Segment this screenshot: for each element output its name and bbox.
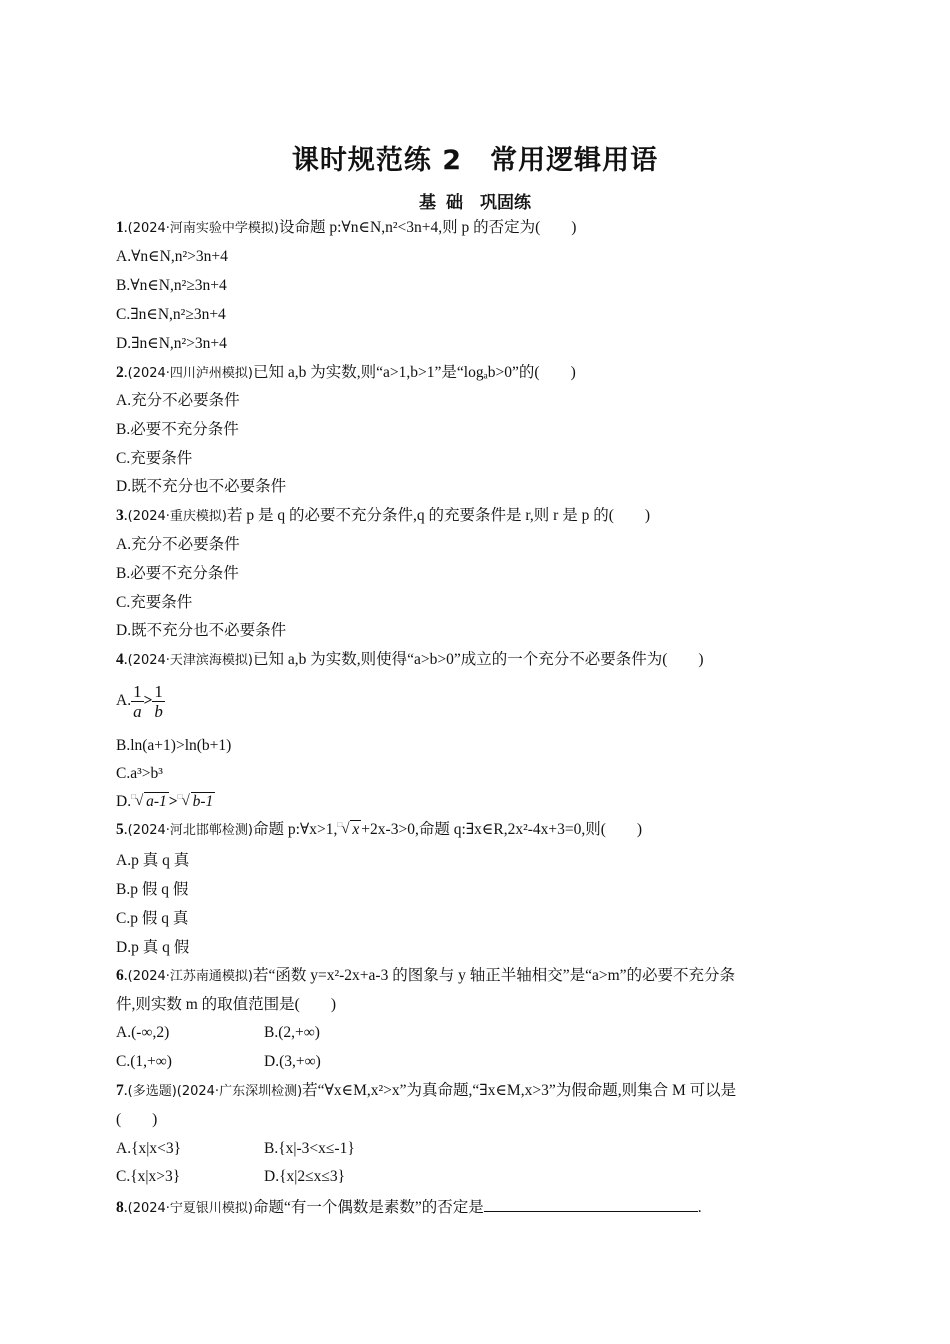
radical-index: □ <box>337 820 343 829</box>
question-source: (2024·广东深圳检测) <box>176 1084 303 1099</box>
radical-sign-icon: √ <box>341 821 350 837</box>
denominator: b <box>154 701 163 721</box>
question-number: 3 <box>116 507 124 524</box>
q2-option-b: B.必要不充分条件 <box>116 421 239 438</box>
q5-option-c: C.p 假 q 真 <box>116 910 189 927</box>
question-1-stem: 1.(2024·河南实验中学模拟)设命题 p:∀n∈N,n²<3n+4,则 p 的否定为( ) <box>116 219 577 236</box>
q1-option-b: B.∀n∈N,n²≥3n+4 <box>116 277 227 294</box>
section-heading: 基 础 巩固练 <box>419 193 531 213</box>
q3-option-a: A.充分不必要条件 <box>116 536 240 553</box>
q3-option-b: B.必要不充分条件 <box>116 565 239 582</box>
cube-root-a-minus-1 <box>131 792 169 812</box>
q1-option-d: D.∃n∈N,n²>3n+4 <box>116 335 227 352</box>
q7-option-b: B.{x|-3<x≤-1} <box>264 1140 355 1157</box>
q5-option-a: A.p 真 q 真 <box>116 852 190 869</box>
question-text-part-1: 命题 p:∀x>1, <box>253 821 338 838</box>
question-source: (2024·天津滨海模拟) <box>127 653 253 668</box>
question-number: 8 <box>116 1199 124 1216</box>
question-3-stem: 3.(2024·重庆模拟)若 p 是 q 的必要不充分条件,q 的充要条件是 r,则 r 是 p 的( ) <box>116 507 651 524</box>
numerator: 1 <box>133 681 142 701</box>
question-7-stem-continued: ( ) <box>116 1111 158 1128</box>
radical-sign-icon: √ <box>135 793 144 809</box>
q1-option-c: C.∃n∈N,n²≥3n+4 <box>116 306 226 323</box>
answer-blank[interactable] <box>484 1196 698 1212</box>
q7-option-c: C.{x|x>3} <box>116 1168 181 1185</box>
q6-option-a: A.(-∞,2) <box>116 1024 170 1041</box>
q4-option-a <box>116 680 165 722</box>
question-text: 设命题 p:∀n∈N,n²<3n+4,则 p 的否定为( ) <box>279 219 577 236</box>
q2-option-a: A.充分不必要条件 <box>116 392 240 409</box>
q1-option-a: A.∀n∈N,n²>3n+4 <box>116 248 228 265</box>
question-source: (2024·河北邯郸检测) <box>127 823 253 838</box>
radicand: a-1 <box>146 793 167 810</box>
question-number: 2 <box>116 364 124 381</box>
question-4-stem: 4.(2024·天津滨海模拟)已知 a,b 为实数,则使得“a>b>0”成立的一个充分不必要条件为( ) <box>116 651 704 668</box>
question-text: 命题“有一个偶数是素数”的否定是 <box>253 1199 484 1216</box>
question-7-stem: 7.(多选题)(2024·广东深圳检测)若“∀x∈M,x²>x”为真命题,“∃x∈M,x>3”为假命题,则集合 M 可以是 <box>116 1082 737 1099</box>
option-label: D. <box>116 793 132 810</box>
question-text: 若“∀x∈M,x²>x”为真命题,“∃x∈M,x>3”为假命题,则集合 M 可以是 <box>302 1082 737 1099</box>
numerator: 1 <box>154 681 163 701</box>
q7-option-a: A.{x|x<3} <box>116 1140 182 1157</box>
question-5-stem: 5.(2024·河北邯郸检测)命题 p:∀x>1, □ √ x +2x-3>0,命题 q:∃x∈R,2x²-4x+3=0,则( ) <box>116 820 642 841</box>
greater-than-sign: > <box>168 793 178 810</box>
q2-option-d: D.既不充分也不必要条件 <box>116 478 287 495</box>
sentence-end: . <box>697 1199 702 1216</box>
question-number: 4 <box>116 651 124 668</box>
question-source: (2024·江苏南通模拟) <box>127 969 253 984</box>
question-source: (2024·重庆模拟) <box>127 509 227 524</box>
q4-option-c: C.a³>b³ <box>116 765 163 782</box>
question-text-part-2: +2x-3>0,命题 q:∃x∈R,2x²-4x+3=0,则( ) <box>361 821 643 838</box>
cube-root-b-minus-1 <box>178 792 216 812</box>
question-number: 6 <box>116 967 124 984</box>
q3-option-d: D.既不充分也不必要条件 <box>116 622 287 639</box>
radicand: x <box>352 821 360 838</box>
q6-option-d: D.(3,+∞) <box>264 1053 321 1070</box>
question-8-stem: 8.(2024·宁夏银川模拟)命题“有一个偶数是素数”的否定是 . <box>116 1196 702 1219</box>
q6-option-b: B.(2,+∞) <box>264 1024 320 1041</box>
radical-sign-icon: √ <box>181 793 190 809</box>
question-text: 若“函数 y=x²-2x+a-3 的图象与 y 轴正半轴相交”是“a>m”的必要不充分条 <box>253 967 736 984</box>
question-source: (2024·四川泸州模拟) <box>127 366 253 381</box>
page-title: 课时规范练 2 常用逻辑用语 <box>291 145 659 176</box>
option-label: A. <box>116 692 132 709</box>
question-number: 7 <box>116 1082 124 1099</box>
question-number: 1 <box>116 219 124 236</box>
question-number: 5 <box>116 821 124 838</box>
q6-option-c: C.(1,+∞) <box>116 1053 172 1070</box>
q4-option-b: B.ln(a+1)>ln(b+1) <box>116 737 232 754</box>
question-6-stem: 6.(2024·江苏南通模拟)若“函数 y=x²-2x+a-3 的图象与 y 轴正半轴相交”是“a>m”的必要不充分条 <box>116 967 736 984</box>
radical-index: □ <box>131 792 136 801</box>
question-2-stem: 2.(2024·四川泸州模拟)已知 a,b 为实数,则“a>1,b>1”是“logₐb>0”的( ) <box>116 364 576 381</box>
q7-option-d: D.{x|2≤x≤3} <box>264 1168 346 1185</box>
question-text: 已知 a,b 为实数,则“a>1,b>1”是“logₐb>0”的( ) <box>253 364 576 381</box>
q4-option-d <box>116 792 215 812</box>
fraction-1-over-a <box>131 682 144 721</box>
q6-options-row-1 <box>116 1023 169 1043</box>
fraction-1-over-b <box>152 682 165 721</box>
q5-option-d: D.p 真 q 假 <box>116 939 190 956</box>
question-text: 若 p 是 q 的必要不充分条件,q 的充要条件是 r,则 r 是 p 的( ) <box>227 507 651 524</box>
denominator: a <box>133 701 142 721</box>
question-type-tag: (多选题) <box>127 1084 177 1099</box>
cube-root-x <box>337 820 361 840</box>
radicand: b-1 <box>192 793 214 810</box>
greater-than-sign: > <box>143 692 153 709</box>
q5-option-b: B.p 假 q 假 <box>116 881 189 898</box>
question-source: (2024·宁夏银川模拟) <box>127 1201 253 1216</box>
radical-index: □ <box>177 792 183 801</box>
question-6-stem-continued: 件,则实数 m 的取值范围是( ) <box>116 996 337 1013</box>
q2-option-c: C.充要条件 <box>116 450 193 467</box>
question-source: (2024·河南实验中学模拟) <box>127 221 279 236</box>
q3-option-c: C.充要条件 <box>116 594 193 611</box>
question-text: 已知 a,b 为实数,则使得“a>b>0”成立的一个充分不必要条件为( ) <box>253 651 704 668</box>
